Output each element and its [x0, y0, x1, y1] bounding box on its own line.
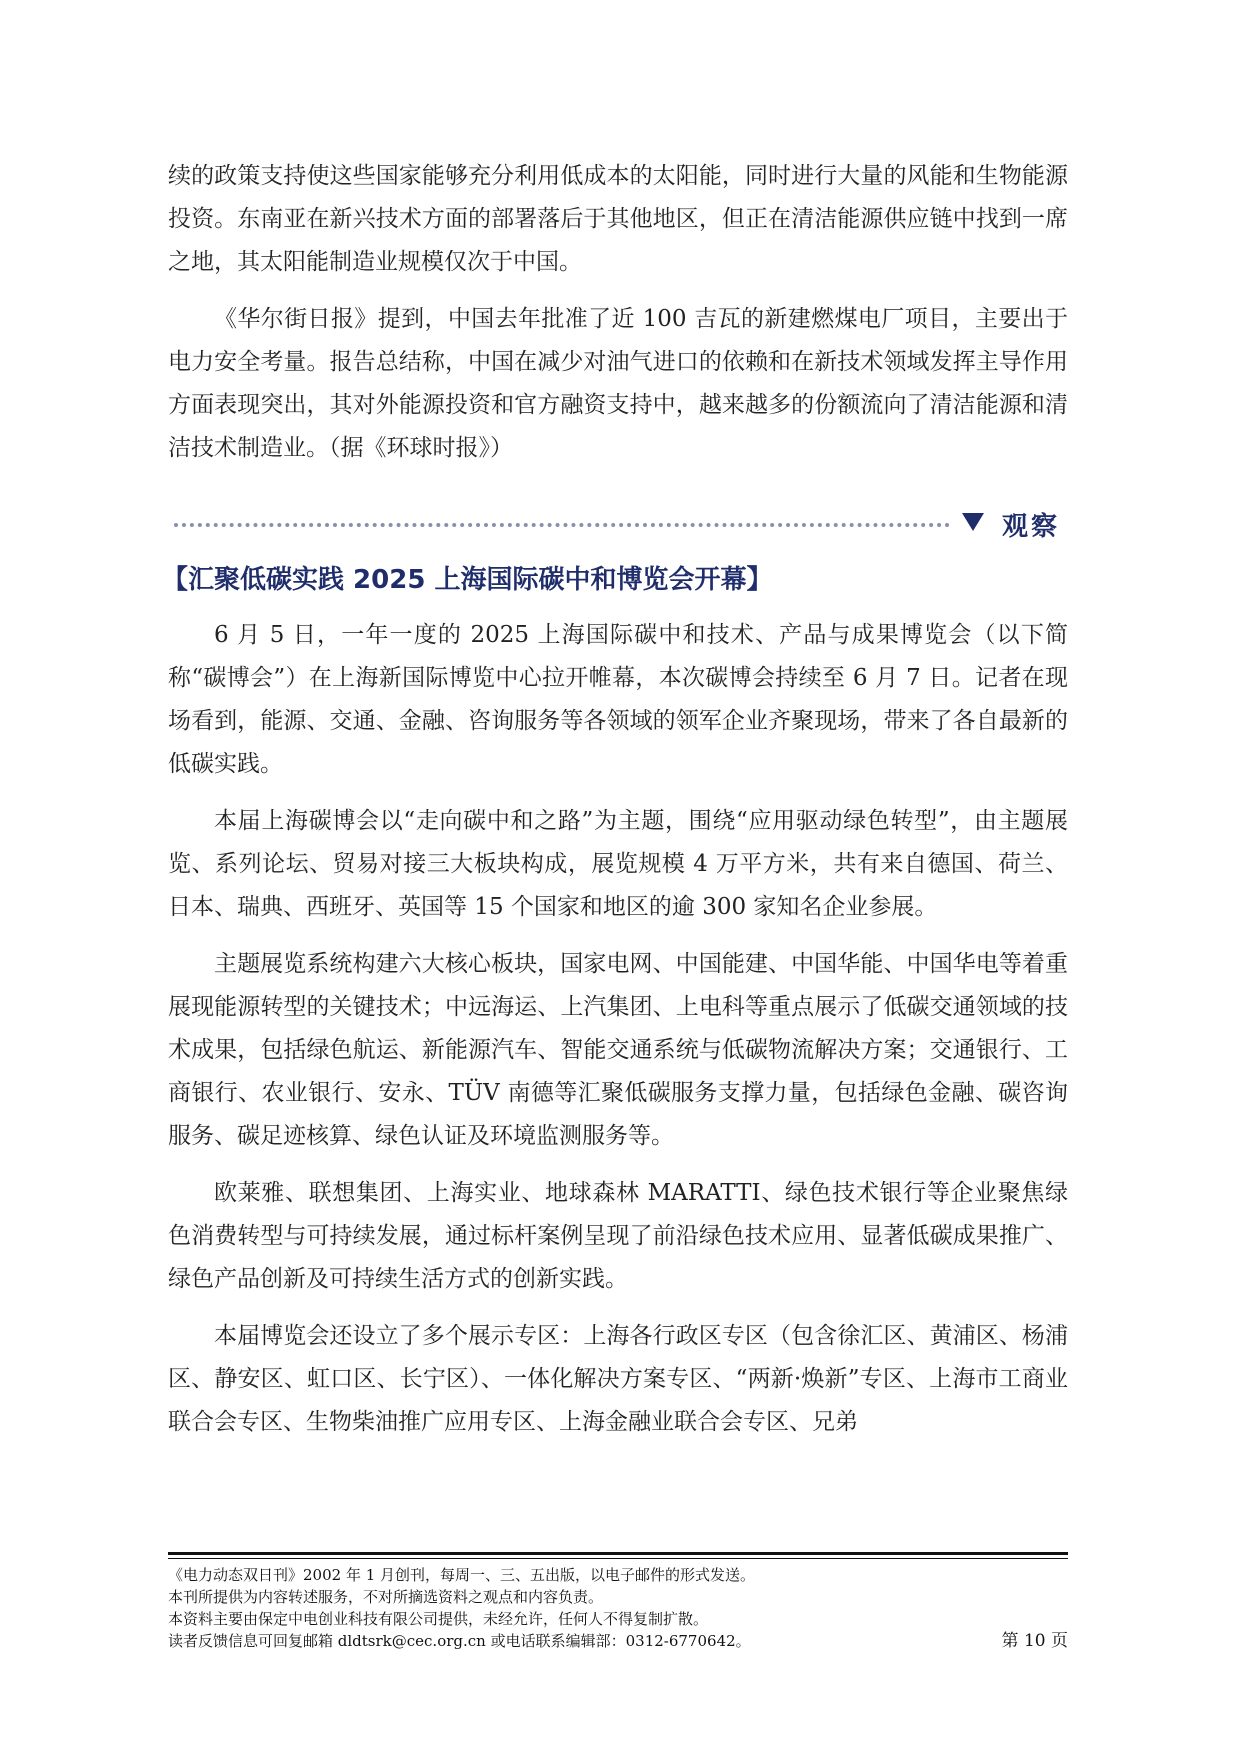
footer-line-contact: 读者反馈信息可回复邮箱 dldtsrk@cec.org.cn 或电话联系编辑部：0312-6770642。 [168, 1632, 751, 1650]
footer-line: 本资料主要由保定中电创业科技有限公司提供，未经允许，任何人不得复制扩散。 [168, 1610, 709, 1628]
page-number: 第 10 页 [1001, 1631, 1068, 1651]
article-title: 【汇聚低碳实践 2025 上海国际碳中和博览会开幕】 [162, 565, 773, 595]
section-divider [168, 504, 1068, 544]
footer [168, 1564, 1068, 1652]
triangle-down-icon [962, 513, 984, 531]
body-paragraph: 6 月 5 日，一年一度的 2025 上海国际碳中和技术、产品与成果博览会（以下简称“碳博会”）在上海新国际博览中心拉开帷幕，本次碳博会持续至 6 月 7 日。记者在现场看到，能源、交通、金融、咨询服务等各领域的领军企业齐聚现场，带来了各自最新的低碳实践。 [168, 622, 1068, 777]
dotted-rule [174, 523, 950, 527]
body-paragraph: 《华尔街日报》提到，中国去年批准了近 100 吉瓦的新建燃煤电厂项目，主要出于电力安全考量。报告总结称，中国在减少对油气进口的依赖和在新技术领域发挥主导作用方面表现突出，其对外能源投资和官方融资支持中，越来越多的份额流向了清洁能源和清洁技术制造业。（据《环球时报》） [168, 306, 1068, 461]
body-paragraph-continued: 续的政策支持使这些国家能够充分利用低成本的太阳能，同时进行大量的风能和生物能源投资。东南亚在新兴技术方面的部署落后于其他地区，但正在清洁能源供应链中找到一席之地，其太阳能制造业规模仅次于中国。 [168, 163, 1068, 275]
body-paragraph: 本届上海碳博会以“走向碳中和之路”为主题，围绕“应用驱动绿色转型”，由主题展览、系列论坛、贸易对接三大板块构成，展览规模 4 万平方米，共有来自德国、荷兰、日本、瑞典、西班牙、英国等 15 个国家和地区的逾 300 家知名企业参展。 [168, 808, 1068, 920]
footer-rule-thin [168, 1558, 1068, 1559]
main-content [162, 155, 1068, 1458]
footer-line: 本刊所提供为内容转述服务，不对所摘选资料之观点和内容负责。 [168, 1588, 604, 1606]
body-paragraph: 主题展览系统构建六大核心板块，国家电网、中国能建、中国华能、中国华电等着重展现能源转型的关键技术；中远海运、上汽集团、上电科等重点展示了低碳交通领域的技术成果，包括绿色航运、新能源汽车、智能交通系统与低碳物流解决方案；交通银行、工商银行、农业银行、安永、TÜV 南德等汇聚低碳服务支撑力量，包括绿色金融、碳咨询服务、碳足迹核算、绿色认证及环境监测服务等。 [168, 951, 1068, 1149]
section-label: 观察 [1001, 512, 1060, 542]
footer-line: 《电力动态双日刊》2002 年 1 月创刊，每周一、三、五出版，以电子邮件的形式发送。 [168, 1566, 756, 1584]
body-paragraph: 欧莱雅、联想集团、上海实业、地球森林 MARATTI、绿色技术银行等企业聚焦绿色消费转型与可持续发展，通过标杆案例呈现了前沿绿色技术应用、显著低碳成果推广、绿色产品创新及可持续生活方式的创新实践。 [168, 1180, 1068, 1292]
footer-rule [168, 1552, 1068, 1555]
body-paragraph: 本届博览会还设立了多个展示专区：上海各行政区专区（包含徐汇区、黄浦区、杨浦区、静安区、虹口区、长宁区）、一体化解决方案专区、“两新·焕新”专区、上海市工商业联合会专区、生物柴油推广应用专区、上海金融业联合会专区、兄弟 [168, 1323, 1068, 1435]
